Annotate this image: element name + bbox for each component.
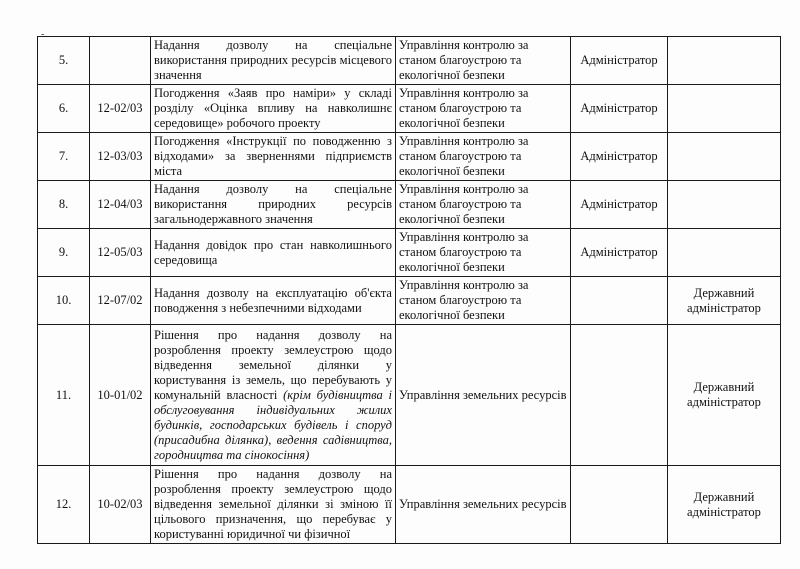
signer [668, 181, 781, 229]
table-row [38, 85, 781, 133]
signer: Державний адміністратор [668, 466, 781, 544]
responsible-department: Управління земельних ресурсів [396, 325, 571, 466]
service-code: 12-05/03 [90, 229, 151, 277]
row-number: 9. [38, 229, 90, 277]
service-code: 12-07/02 [90, 277, 151, 325]
service-name-cell [151, 325, 396, 466]
performer: Адміністратор [571, 181, 668, 229]
performer [571, 277, 668, 325]
row-number: 10. [38, 277, 90, 325]
service-name: Погодження «Інструкції по поводженню з відходами» за зверненнями підприємств міста [151, 133, 396, 181]
service-name-note: (крім будівництва і обслуговування індивідуальних жилих будинків, господарських будівель і споруд (присадибна ділянка), ведення садівництва, городництва та сінокосіння) [154, 387, 393, 462]
table-row [38, 37, 781, 85]
row-number: 6. [38, 85, 90, 133]
service-code: 10-02/03 [90, 466, 151, 544]
responsible-department: Управління контролю за станом благоустрою та екологічної безпеки [396, 85, 571, 133]
table-row [38, 133, 781, 181]
table-row [38, 277, 781, 325]
responsible-department: Управління земельних ресурсів [396, 466, 571, 544]
performer: Адміністратор [571, 229, 668, 277]
service-name: Надання довідок про стан навколишнього середовища [151, 229, 396, 277]
table-row [38, 229, 781, 277]
service-name: Надання дозволу на спеціальне використання природних ресурсів загальнодержавного значення [151, 181, 396, 229]
row-number: 5. [38, 37, 90, 85]
responsible-department: Управління контролю за станом благоустрою та екологічної безпеки [396, 229, 571, 277]
responsible-department: Управління контролю за станом благоустрою та екологічної безпеки [396, 181, 571, 229]
performer: Адміністратор [571, 37, 668, 85]
signer [668, 37, 781, 85]
row-number: 11. [38, 325, 90, 466]
row-number: 8. [38, 181, 90, 229]
row-number: 12. [38, 466, 90, 544]
responsible-department: Управління контролю за станом благоустрою та екологічної безпеки [396, 37, 571, 85]
service-name: Рішення про надання дозволу на розроблення проекту землеустрою щодо відведення земельної ділянки зі зміною її цільового призначення, що перебуває у користуванні юридичної чи фізичної [151, 466, 396, 544]
performer: Адміністратор [571, 85, 668, 133]
table-row [38, 325, 781, 466]
signer [668, 133, 781, 181]
responsible-department: Управління контролю за станом благоустрою та екологічної безпеки [396, 277, 571, 325]
table-row [38, 466, 781, 544]
responsible-department: Управління контролю за станом благоустрою та екологічної безпеки [396, 133, 571, 181]
scan-mark: - [41, 29, 45, 40]
signer [668, 229, 781, 277]
service-code: 12-02/03 [90, 85, 151, 133]
service-name: Надання дозволу на експлуатацію об'єкта поводження з небезпечними відходами [151, 277, 396, 325]
service-code [90, 37, 151, 85]
services-table [37, 36, 781, 544]
service-code: 12-04/03 [90, 181, 151, 229]
signer: Державний адміністратор [668, 277, 781, 325]
performer: Адміністратор [571, 133, 668, 181]
service-name: Надання дозволу на спеціальне використання природних ресурсів місцевого значення [151, 37, 396, 85]
performer [571, 325, 668, 466]
service-name: Рішення про надання дозволу на розроблення проекту землеустрою щодо відведення земельної ділянки у користування із земель, що перебувають у комунальній власності [154, 327, 392, 402]
service-code: 10-01/02 [90, 325, 151, 466]
service-name: Погодження «Заяв про наміри» у складі розділу «Оцінка впливу на навколишнє середовище» робочого проекту [151, 85, 396, 133]
signer: Державний адміністратор [668, 325, 781, 466]
performer [571, 466, 668, 544]
row-number: 7. [38, 133, 90, 181]
service-code: 12-03/03 [90, 133, 151, 181]
signer [668, 85, 781, 133]
table-row [38, 181, 781, 229]
